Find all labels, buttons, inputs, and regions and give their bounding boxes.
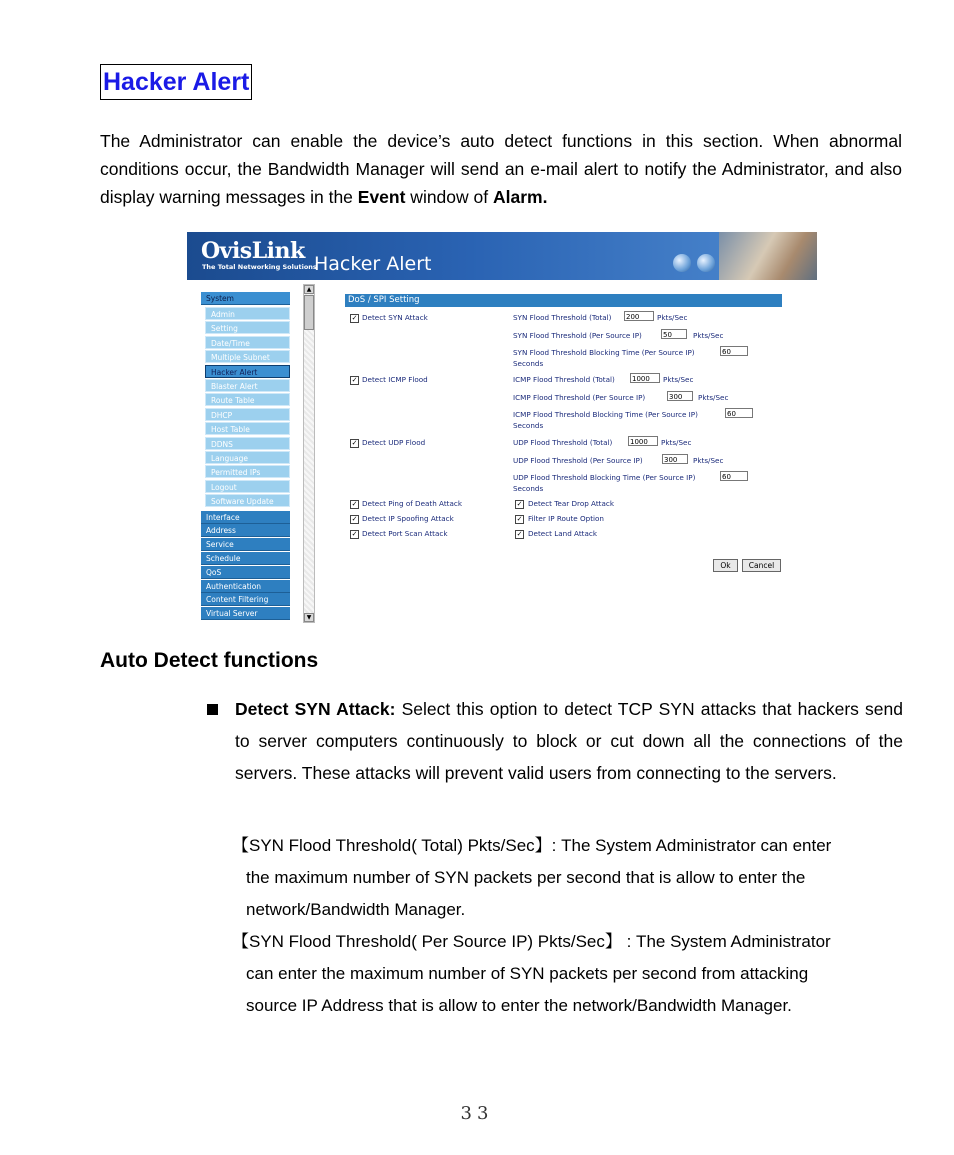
ping-of-death-label: Detect Ping of Death Attack	[362, 499, 463, 508]
logo-tagline: The Total Networking Solutions	[202, 263, 317, 271]
sidebar-subitem-route-table[interactable]: Route Table	[205, 393, 290, 406]
item-syn-total-heading: 【SYN Flood Threshold( Total) Pkts/Sec】	[232, 836, 552, 855]
sidebar-scrollbar[interactable]	[303, 284, 315, 623]
sidebar-subitem-multiple-subnet[interactable]: Multiple Subnet	[205, 350, 290, 363]
ovislink-logo: OvisLink	[201, 238, 305, 264]
udp-per-ip-label: UDP Flood Threshold (Per Source IP)	[513, 456, 643, 465]
dos-spi-setting-bar: DoS / SPI Setting	[345, 294, 782, 307]
sidebar-item-schedule[interactable]: Schedule	[201, 552, 290, 565]
page-number: 33	[460, 1103, 494, 1124]
filter-ip-route-checkbox[interactable]: ✓	[516, 515, 523, 523]
sidebar-subitem-hacker-alert[interactable]: Hacker Alert	[205, 365, 290, 378]
scroll-thumb[interactable]	[304, 295, 314, 330]
sidebar-item-service[interactable]: Service	[201, 538, 290, 551]
land-attack-checkbox[interactable]: ✓	[516, 530, 523, 538]
detect-icmp-label: Detect ICMP Flood	[362, 375, 428, 384]
udp-per-ip-unit: Pkts/Sec	[693, 456, 724, 465]
alarm-term: Alarm.	[492, 187, 548, 207]
icmp-block-unit: Seconds	[513, 421, 544, 430]
syn-bullet-label: Detect SYN Attack:	[235, 699, 396, 719]
sidebar-item-content-filtering[interactable]: Content Filtering	[201, 593, 290, 606]
sidebar-subitem-date-time[interactable]: Date/Time	[205, 336, 290, 349]
udp-per-ip-input[interactable]: 300	[662, 454, 688, 464]
icmp-per-ip-input[interactable]: 300	[667, 391, 693, 401]
sidebar-subitem-software-update[interactable]: Software Update	[205, 494, 290, 507]
icmp-per-ip-label: ICMP Flood Threshold (Per Source IP)	[513, 393, 646, 402]
sidebar-subitem-ddns[interactable]: DDNS	[205, 437, 290, 450]
icmp-total-input[interactable]: 1000	[630, 373, 660, 383]
intro-paragraph: The Administrator can enable the device’s auto detect functions in this section. When abnormal conditions occur, the Bandwidth Manager will send an e-mail alert to notify the Administrator, and also display warning messages in the Event window of Alarm.	[100, 131, 902, 207]
icmp-total-unit: Pkts/Sec	[663, 375, 694, 384]
sidebar-item-interface[interactable]: Interface	[201, 511, 290, 524]
udp-block-unit: Seconds	[513, 484, 544, 493]
item-syn-total: 【SYN Flood Threshold( Total) Pkts/Sec】: The System Administrator can enter the maximum number of SYN packets per second that is allow to enter the network/Bandwidth Manager.	[232, 836, 832, 919]
udp-block-label: UDP Flood Threshold Blocking Time (Per Source IP)	[513, 473, 696, 482]
sidebar-item-address[interactable]: Address	[201, 524, 290, 537]
event-term: Event	[357, 187, 406, 207]
tear-drop-checkbox[interactable]: ✓	[516, 500, 523, 508]
ok-button[interactable]: Ok	[713, 559, 738, 572]
sidebar-subitem-admin[interactable]: Admin	[205, 307, 290, 320]
tear-drop-label: Detect Tear Drop Attack	[528, 499, 615, 508]
detect-icmp-checkbox[interactable]: ✓	[351, 376, 358, 384]
sidebar-item-system[interactable]: System	[201, 292, 290, 305]
sidebar-subitem-blaster-alert[interactable]: Blaster Alert	[205, 379, 290, 392]
scroll-up-icon[interactable]: ▲	[304, 285, 314, 294]
udp-total-label: UDP Flood Threshold (Total)	[513, 438, 613, 447]
bullet-square-icon	[207, 704, 218, 715]
sidebar-item-virtual-server[interactable]: Virtual Server	[201, 607, 290, 620]
section-heading: Auto Detect functions	[100, 649, 319, 672]
detect-udp-label: Detect UDP Flood	[362, 438, 426, 447]
sidebar-subitem-permitted-ips[interactable]: Permitted IPs	[205, 465, 290, 478]
icmp-block-label: ICMP Flood Threshold Blocking Time (Per Source IP)	[513, 410, 698, 419]
detect-syn-checkbox[interactable]: ✓	[351, 314, 358, 322]
sidebar-subitem-setting[interactable]: Setting	[205, 321, 290, 334]
syn-block-input[interactable]: 60	[720, 346, 748, 356]
sidebar-subitem-host-table[interactable]: Host Table	[205, 422, 290, 435]
syn-block-unit: Seconds	[513, 359, 544, 368]
syn-block-label: SYN Flood Threshold Blocking Time (Per Source IP)	[513, 348, 695, 357]
icmp-per-ip-unit: Pkts/Sec	[698, 393, 729, 402]
sidebar-subitem-logout[interactable]: Logout	[205, 480, 290, 493]
ip-spoofing-label: Detect IP Spoofing Attack	[362, 514, 454, 523]
port-scan-checkbox[interactable]: ✓	[351, 530, 358, 538]
syn-per-ip-input[interactable]: 50	[661, 329, 687, 339]
udp-total-unit: Pkts/Sec	[661, 438, 692, 447]
globe-icon	[673, 254, 691, 272]
syn-total-label: SYN Flood Threshold (Total)	[513, 313, 612, 322]
item-syn-per-ip: 【SYN Flood Threshold( Per Source IP) Pkts/Sec】 : The System Administrator can enter the maximum number of SYN packets per second from attacking source IP Address that is allow to enter the network/Bandwidth Manager.	[232, 932, 831, 1015]
syn-per-ip-label: SYN Flood Threshold (Per Source IP)	[513, 331, 642, 340]
sidebar-subitem-dhcp[interactable]: DHCP	[205, 408, 290, 421]
land-attack-label: Detect Land Attack	[528, 529, 598, 538]
item-syn-per-ip-heading: 【SYN Flood Threshold( Per Source IP) Pkts/Sec】	[232, 932, 622, 951]
scroll-down-icon[interactable]: ▼	[304, 613, 314, 622]
ip-spoofing-checkbox[interactable]: ✓	[351, 515, 358, 523]
globe-icon	[697, 254, 715, 272]
port-scan-label: Detect Port Scan Attack	[362, 529, 448, 538]
filter-ip-route-label: Filter IP Route Option	[528, 514, 604, 523]
syn-total-unit: Pkts/Sec	[657, 313, 688, 322]
sidebar-item-qos[interactable]: QoS	[201, 566, 290, 579]
udp-total-input[interactable]: 1000	[628, 436, 658, 446]
udp-block-input[interactable]: 60	[720, 471, 748, 481]
syn-per-ip-unit: Pkts/Sec	[693, 331, 724, 340]
header-photo	[719, 232, 817, 280]
page-title: Hacker Alert	[100, 64, 252, 100]
icmp-block-input[interactable]: 60	[725, 408, 753, 418]
ping-of-death-checkbox[interactable]: ✓	[351, 500, 358, 508]
sidebar-subitem-language[interactable]: Language	[205, 451, 290, 464]
icmp-total-label: ICMP Flood Threshold (Total)	[513, 375, 615, 384]
app-title: Hacker Alert	[314, 253, 432, 275]
syn-bullet-paragraph: Detect SYN Attack: Select this option to detect TCP SYN attacks that hackers send to server computers continuously to block or cut down all the connections of the servers. These attacks will prevent valid users from connecting to the servers.	[235, 699, 903, 783]
sidebar-item-authentication[interactable]: Authentication	[201, 580, 290, 593]
detect-syn-label: Detect SYN Attack	[362, 313, 428, 322]
detect-udp-checkbox[interactable]: ✓	[351, 439, 358, 447]
app-header	[187, 232, 817, 280]
cancel-button[interactable]: Cancel	[742, 559, 781, 572]
syn-total-input[interactable]: 200	[624, 311, 654, 321]
hacker-alert-screenshot	[187, 232, 817, 624]
